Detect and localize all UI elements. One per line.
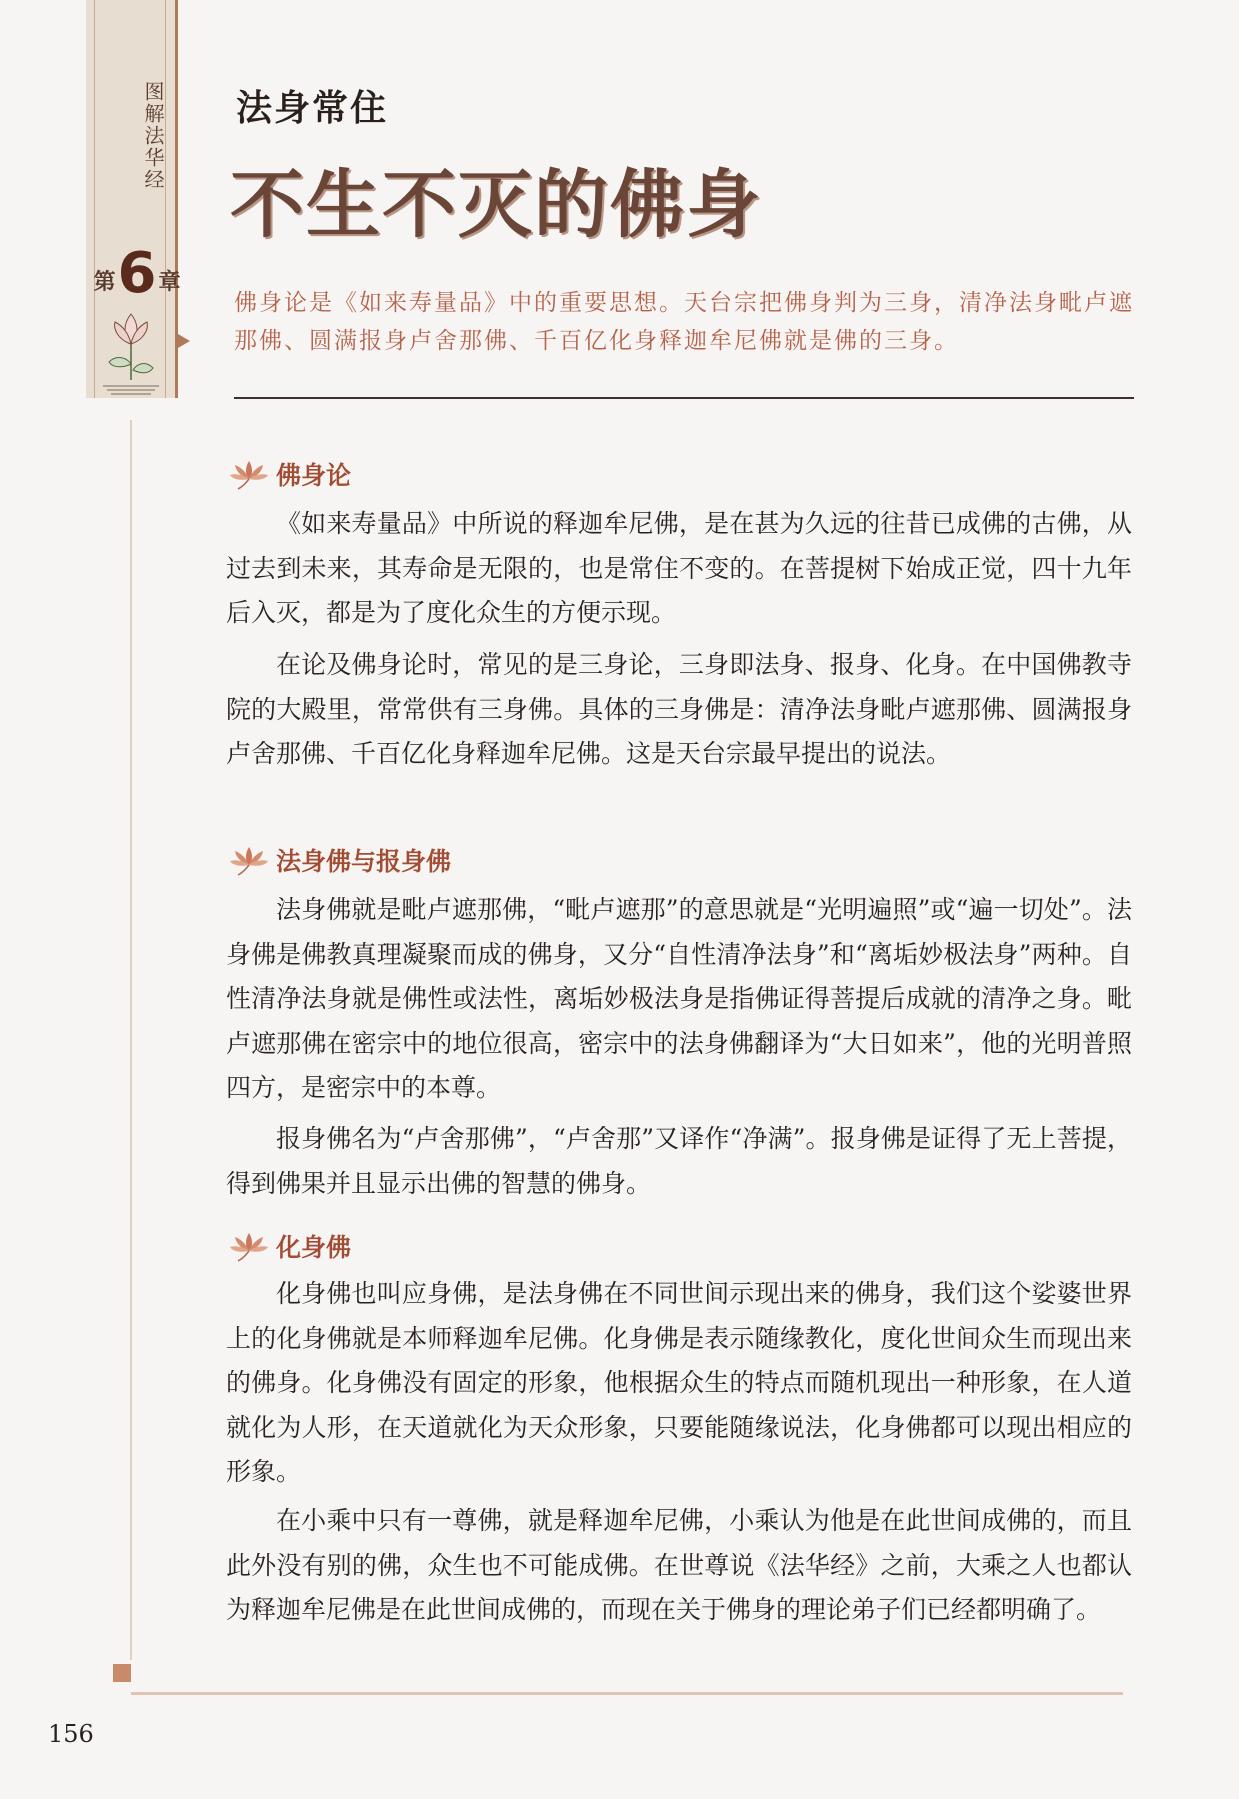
section-subtitle: 法身常住 <box>236 88 389 129</box>
section-heading-1 <box>228 456 351 492</box>
paragraph: 《如来寿量品》中所说的释迦牟尼佛，是在甚为久远的往昔已成佛的古佛，从过去到未来，其寿命是无限的，也是常住不变的。在菩提树下始成正觉，四十九年后入灭，都是为了度化众生的方便示现。 <box>226 509 1132 627</box>
section-heading-2 <box>228 842 451 878</box>
section-heading-text: 法身佛与报身佛 <box>276 847 452 876</box>
lotus-icon <box>228 457 270 491</box>
margin-square-marker <box>113 1664 131 1682</box>
paragraph: 化身佛也叫应身佛，是法身佛在不同世间示现出来的佛身，我们这个娑婆世界上的化身佛就是本师释迦牟尼佛。化身佛是表示随缘教化，度化世间众生而现出来的佛身。化身佛没有固定的形象，他根据众生的特点而随机现出一种形象，在人道就化为人形，在天道就化为天众形象，只要能随缘说法，化身佛都可以现出相应的形象。 <box>226 1279 1132 1486</box>
book-title-vertical: 图解法华经 <box>141 81 165 191</box>
footer-rule <box>131 1692 1123 1695</box>
page-title: 不生不灭的佛身 <box>230 162 762 248</box>
chapter-tab <box>86 0 181 398</box>
chapter-suffix: 章 <box>158 270 181 295</box>
page-number: 156 <box>48 1720 94 1748</box>
lotus-icon <box>228 1229 270 1263</box>
chapter-tab-frame <box>93 0 181 398</box>
lotus-illustration-icon <box>99 306 163 396</box>
paragraph: 在小乘中只有一尊佛，就是释迦牟尼佛，小乘认为他是在此世间成佛的，而且此外没有别的佛，众生也不可能成佛。在世尊说《法华经》之前，大乘之人也都认为释迦牟尼佛是在此世间成佛的，而现在关于佛身的理论弟子们已经都明确了。 <box>226 1506 1132 1624</box>
header-divider <box>234 397 1134 399</box>
lotus-icon <box>228 843 270 877</box>
section-heading-text: 化身佛 <box>276 1233 352 1262</box>
paragraph: 法身佛就是毗卢遮那佛，“毗卢遮那”的意思就是“光明遍照”或“遍一切处”。法身佛是佛教真理凝聚而成的佛身，又分“自性清净法身”和“离垢妙极法身”两种。自性清净法身就是佛性或法性，离垢妙极法身是指佛证得菩提后成就的清净之身。毗卢遮那佛在密宗中的地位很高，密宗中的法身佛翻译为“大日如来”，他的光明普照四方，是密宗中的本尊。 <box>226 895 1132 1102</box>
chapter-prefix: 第 <box>93 270 116 295</box>
paragraph: 报身佛名为“卢舍那佛”，“卢舍那”又译作“净满”。报身佛是证得了无上菩提，得到佛果并且显示出佛的智慧的佛身。 <box>226 1124 1132 1198</box>
intro-summary: 佛身论是《如来寿量品》中的重要思想。天台宗把佛身判为三身，清净法身毗卢遮那佛、圆满报身卢舍那佛、千百亿化身释迦牟尼佛就是佛的三身。 <box>234 290 1134 354</box>
chapter-tab-pointer <box>178 334 190 348</box>
paragraph: 在论及佛身论时，常见的是三身论，三身即法身、报身、化身。在中国佛教寺院的大殿里，常常供有三身佛。具体的三身佛是：清净法身毗卢遮那佛、圆满报身卢舍那佛、千百亿化身释迦牟尼佛。这是天台宗最早提出的说法。 <box>226 650 1132 768</box>
margin-guide-line <box>130 420 132 1660</box>
chapter-label <box>89 241 185 306</box>
section-heading-3 <box>228 1228 351 1264</box>
chapter-number: 6 <box>117 241 157 306</box>
section-heading-text: 佛身论 <box>276 461 352 490</box>
